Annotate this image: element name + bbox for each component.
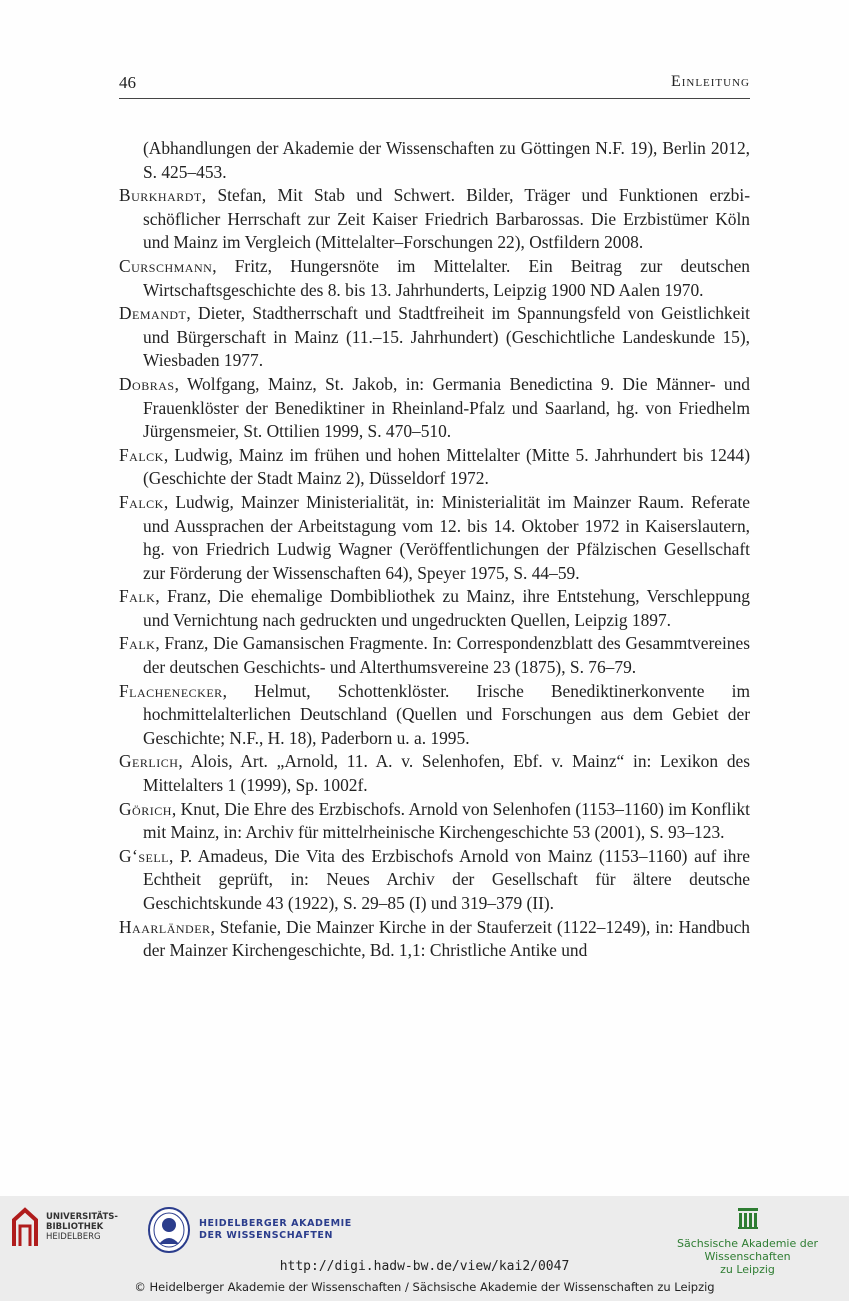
bibliography-entry xyxy=(119,137,750,184)
entry-author: Demandt xyxy=(119,303,187,324)
entry-text: , Helmut, Schottenklöster. Irische Benediktinerkonvente im hochmittelalterlichen Deutschland (Quellen und Forschungen aus dem Gebiet der Geschichte; N.F., H. 18), Paderborn u. a. 1995. xyxy=(143,680,750,748)
entry-text: , Knut, Die Ehre des Erzbischofs. Arnold von Selenhofen (1153–1160) im Konflikt mit Mainz, in: Archiv für mittelrheinische Kirchengeschichte 53 (2001), S. 93–123. xyxy=(143,798,750,843)
entry-author: Falck xyxy=(119,444,164,465)
bibliography-entry xyxy=(119,184,750,255)
entry-text: (Abhandlungen der Akademie der Wissenschaften zu Göttingen N.F. 19), Berlin 2012, S. 425–453. xyxy=(143,138,750,182)
entry-text: , Franz, Die ehemalige Dombibliothek zu Mainz, ihre Entstehung, Verschleppung und Vernichtung nach gedruckten und ungedruckten Quellen, Leipzig 1897. xyxy=(143,586,750,630)
entry-author: Flachenecker xyxy=(119,680,223,701)
hadw-line-1: HEIDELBERGER AKADEMIE xyxy=(199,1218,352,1229)
bibliography-entry xyxy=(119,373,750,444)
header-rule xyxy=(119,98,750,99)
entry-author: Falk xyxy=(119,586,156,607)
entry-text: , Ludwig, Mainz im frühen und hohen Mittelalter (Mitte 5. Jahrhundert bis 1244) (Geschichte der Stadt Mainz 2), Düsseldorf 1972. xyxy=(143,444,750,489)
permalink-url[interactable]: http://digi.hadw-bw.de/view/kai2/0047 xyxy=(279,1259,570,1274)
entry-text: , Alois, Art. „Arnold, 11. A. v. Selenhofen, Ebf. v. Mainz“ in: Lexikon des Mittelalters 1 (1999), Sp. 1002f. xyxy=(143,751,750,796)
copyright-notice: © Heidelberger Akademie der Wissenschaften / Sächsische Akademie der Wissenschaften zu Leipzig xyxy=(134,1280,715,1294)
entry-text: , Stefanie, Die Mainzer Kirche in der Stauferzeit (1122–1249), in: Handbuch der Mainzer Kirchengeschichte, Bd. 1,1: Christliche Antike und xyxy=(143,916,750,961)
ub-line-1: UNIVERSITÄTS- xyxy=(46,1212,118,1222)
entry-author: G‘sell xyxy=(119,845,170,866)
bibliography-entry xyxy=(119,632,750,679)
ub-heidelberg-icon xyxy=(10,1206,40,1248)
entry-author: Dobras xyxy=(119,373,175,394)
bibliography-entry xyxy=(119,845,750,916)
entry-author: Falk xyxy=(119,633,156,654)
ub-line-2: BIBLIOTHEK xyxy=(46,1222,104,1232)
entry-author: Gerlich xyxy=(119,751,179,772)
entry-author: Burkhardt xyxy=(119,185,202,206)
entry-author: Curschmann xyxy=(119,255,213,276)
entry-author: Falck xyxy=(119,491,164,512)
bibliography-entry xyxy=(119,916,750,963)
entry-text: , Dieter, Stadtherrschaft und Stadtfreiheit im Spannungsfeld von Geistlichkeit und Bürgerschaft in Mainz (11.–15. Jahrhundert) (Geschichtliche Landeskunde 15), Wiesbaden 1977. xyxy=(143,303,750,371)
saw-line-1: Sächsische Akademie der Wissenschaften xyxy=(676,1237,819,1263)
bibliography-entry xyxy=(119,491,750,585)
entry-text: , Fritz, Hungersnöte im Mittelalter. Ein Beitrag zur deutschen Wirtschaftsgeschichte des 8. bis 13. Jahrhunderts, Leipzig 1900 ND Aalen 1970. xyxy=(143,255,750,300)
entry-author: Görich xyxy=(119,798,172,819)
entry-text: , Ludwig, Mainzer Ministerialität, in: Ministerialität im Mainzer Raum. Referate und Aussprachen der Arbeitstagung vom 12. bis 14. Oktober 1972 in Kaiserslautern, hg. von Friedrich Ludwig Wagner (Veröffentlichungen der Pfälzischen Gesellschaft zur Förderung der Wissenschaften 64), Speyer 1975, S. 44–59. xyxy=(143,491,750,583)
entry-author: Haarländer xyxy=(119,916,211,937)
saw-line-2: zu Leipzig xyxy=(720,1263,775,1276)
saw-building-icon xyxy=(737,1206,759,1230)
ub-heidelberg-logo[interactable] xyxy=(10,1206,118,1248)
ub-line-3: HEIDELBERG xyxy=(46,1232,101,1242)
bibliography-entry xyxy=(119,255,750,302)
bibliography-entry xyxy=(119,444,750,491)
footer-bar xyxy=(0,1196,849,1301)
hadw-line-2: DER WISSENSCHAFTEN xyxy=(199,1230,334,1241)
page-number: 46 xyxy=(119,73,136,92)
bibliography-entry xyxy=(119,680,750,751)
bibliography-entry xyxy=(119,798,750,845)
bibliography-entry xyxy=(119,750,750,797)
running-head: Einleitung xyxy=(670,73,750,90)
bibliography-list xyxy=(119,137,750,963)
bibliography-entry xyxy=(119,302,750,373)
hadw-logo[interactable] xyxy=(147,1206,352,1254)
entry-text: , Stefan, Mit Stab und Schwert. Bilder, Träger und Funktionen erzbischöflicher Herrschaft zur Zeit Kaiser Friedrich Barbarossas. Die Erzbistümer Köln und Mainz im Vergleich (Mittelalter–Forschungen 22), Ostfildern 2008. xyxy=(143,185,750,253)
entry-text: , Wolfgang, Mainz, St. Jakob, in: Germania Benedictina 9. Die Männer- und Frauenklöster der Benediktiner in Rheinland-Pfalz und Saarland, hg. von Friedhelm Jürgensmeier, St. Ottilien 1999, S. 470–510. xyxy=(143,373,750,442)
bibliography-entry xyxy=(119,585,750,632)
entry-text: , Franz, Die Gamansischen Fragmente. In: Correspondenzblatt des Gesammtvereines der deutschen Geschichts- und Alterthumsvereine 23 (1875), S. 76–79. xyxy=(143,633,750,678)
entry-text: , P. Amadeus, Die Vita des Erzbischofs Arnold von Mainz (1153–1160) auf ihre Echtheit geprüft, in: Neues Archiv der Gesellschaft für ältere deutsche Geschichtskunde 43 (1922), S. 29–85 (I) und 319–379 (II). xyxy=(143,845,750,913)
hadw-seal-icon xyxy=(147,1206,191,1254)
